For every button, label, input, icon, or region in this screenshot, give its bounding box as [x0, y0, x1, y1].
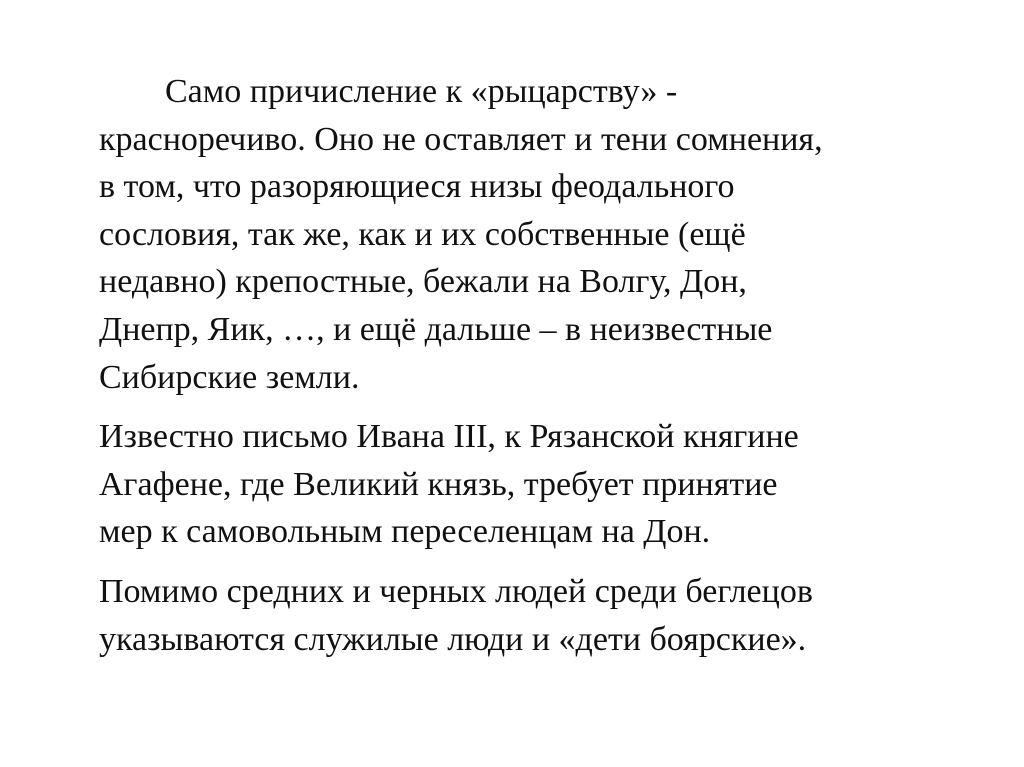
- paragraph-2-line-1: Известно письмо Ивана III, к Рязанской княгине: [99, 418, 799, 456]
- paragraph-1-line-2: красноречиво. Оно не оставляет и тени сомнения,: [99, 120, 823, 158]
- paragraph-1: [99, 68, 979, 401]
- paragraph-1-line-3: в том, что разоряющиеся низы феодального: [99, 168, 735, 206]
- paragraph-1-line-1: Само причисление к «рыцарству» -: [165, 73, 678, 110]
- paragraph-2-line-3: мер к самовольным переселенцам на Дон.: [99, 513, 711, 551]
- slide-text-body: [99, 68, 979, 663]
- paragraph-1-line-4: сословия, так же, как и их собственные (ещё: [99, 215, 746, 253]
- paragraph-1-line-6: Днепр, Яик, …, и ещё дальше – в неизвестные: [99, 310, 773, 348]
- paragraph-1-line-5: недавно) крепостные, бежали на Волгу, Дон,: [99, 263, 747, 301]
- paragraph-3: [99, 568, 979, 663]
- paragraph-2: [99, 413, 979, 556]
- paragraph-3-line-2: указываются служилые люди и «дети боярские».: [99, 620, 807, 658]
- paragraph-1-line-7: Сибирские земли.: [99, 358, 360, 396]
- paragraph-3-line-1: Помимо средних и черных людей среди беглецов: [99, 572, 813, 610]
- paragraph-2-line-2: Агафене, где Великий князь, требует принятие: [99, 465, 778, 503]
